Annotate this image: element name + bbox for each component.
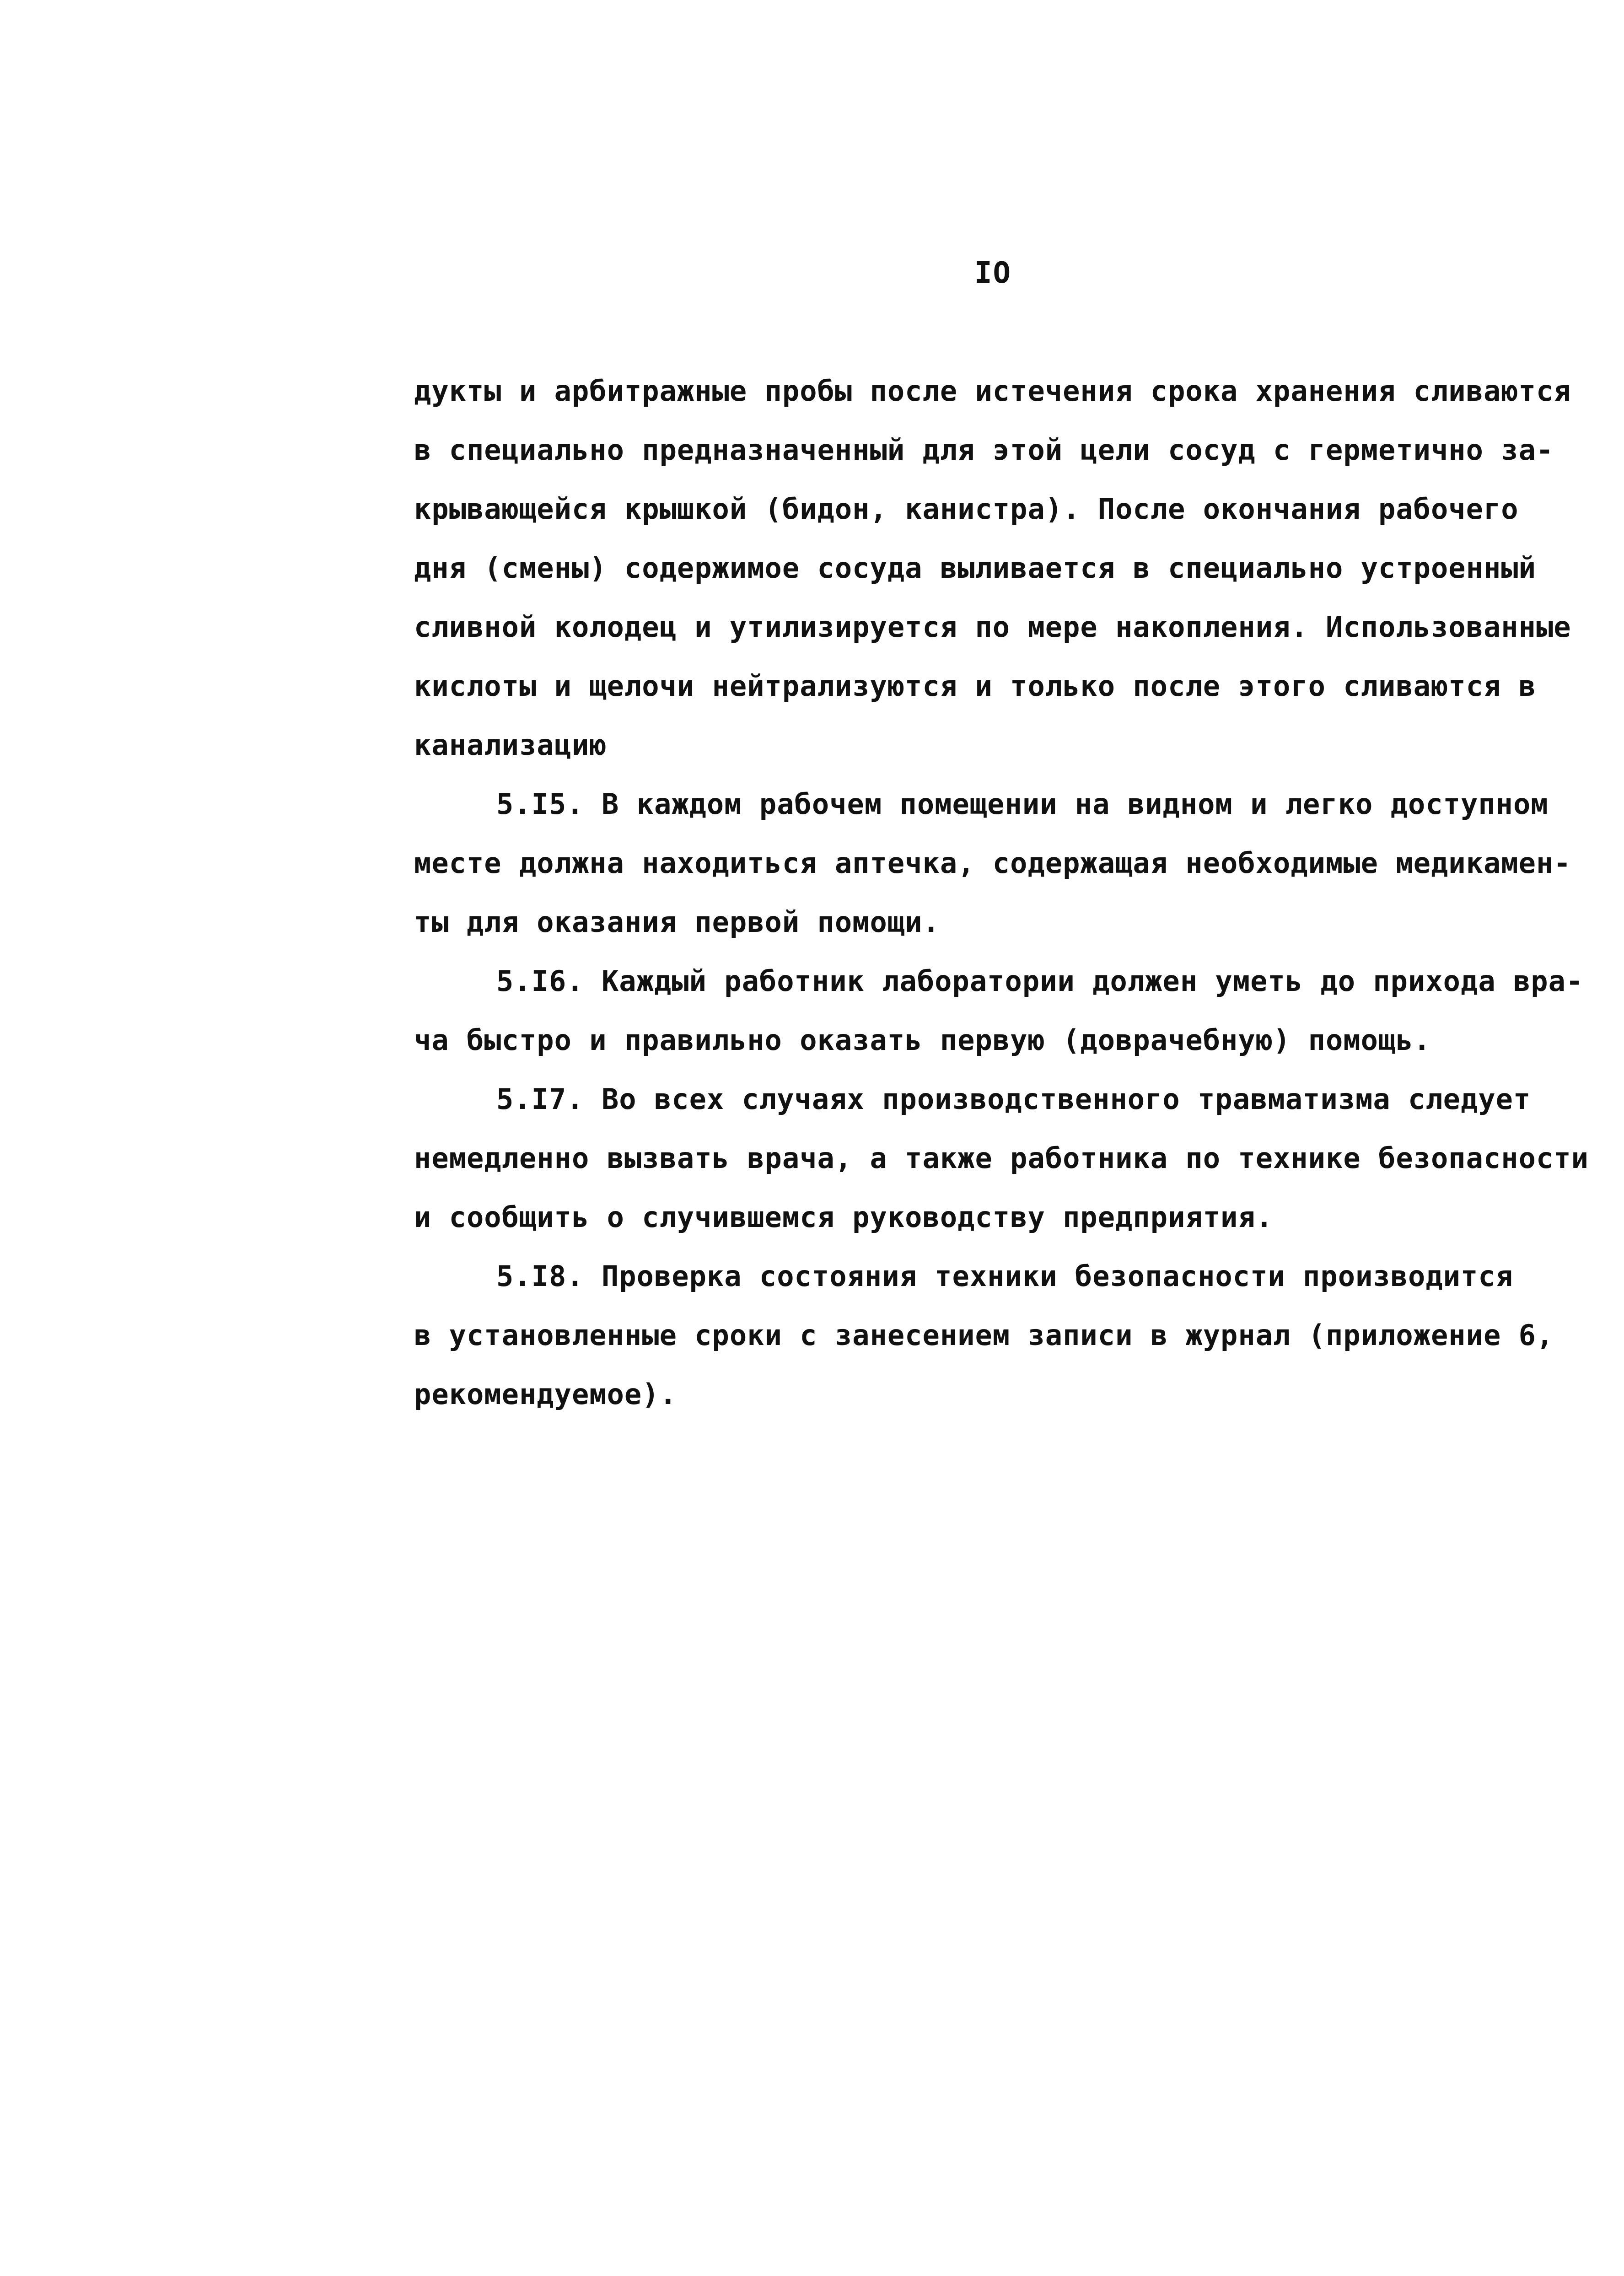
text-line: в установленные сроки с занесением записи в журнал (приложение 6, <box>414 1318 1554 1352</box>
text-line: дукты и арбитражные пробы после истечения срока хранения сливаются <box>414 374 1571 408</box>
text-line: ча быстро и правильно оказать первую (доврачебную) помощь. <box>414 1023 1431 1057</box>
text-line: немедленно вызвать врача, а также работника по технике безопасности <box>414 1141 1589 1175</box>
body-text <box>414 361 1590 1424</box>
text-line: месте должна находиться аптечка, содержащая необходимые медикамен- <box>414 846 1571 880</box>
paragraph-5-18-start: 5.I8. Проверка состояния техники безопасности производится <box>496 1259 1513 1293</box>
text-line: дня (смены) содержимое сосуда выливается в специально устроенный <box>414 551 1536 585</box>
text-line: канализацию <box>414 728 607 762</box>
text-line: ты для оказания первой помощи. <box>414 905 940 939</box>
text-line: в специально предназначенный для этой цели сосуд с герметично за- <box>414 433 1554 467</box>
text-line: крывающейся крышкой (бидон, канистра). После окончания рабочего <box>414 492 1519 526</box>
text-line: сливной колодец и утилизируется по мере накопления. Использованные <box>414 610 1571 644</box>
text-line: кислоты и щелочи нейтрализуются и только после этого сливаются в <box>414 669 1536 703</box>
paragraph-5-17-start: 5.I7. Во всех случаях производственного травматизма следует <box>496 1082 1531 1116</box>
text-line: и сообщить о случившемся руководству предприятия. <box>414 1200 1274 1234</box>
paragraph-5-16-start: 5.I6. Каждый работник лаборатории должен уметь до прихода вра- <box>496 964 1584 998</box>
page-number: IO <box>974 256 1012 290</box>
text-line: рекомендуемое). <box>414 1377 677 1411</box>
paragraph-5-15-start: 5.I5. В каждом рабочем помещении на видном и легко доступном <box>496 787 1549 821</box>
